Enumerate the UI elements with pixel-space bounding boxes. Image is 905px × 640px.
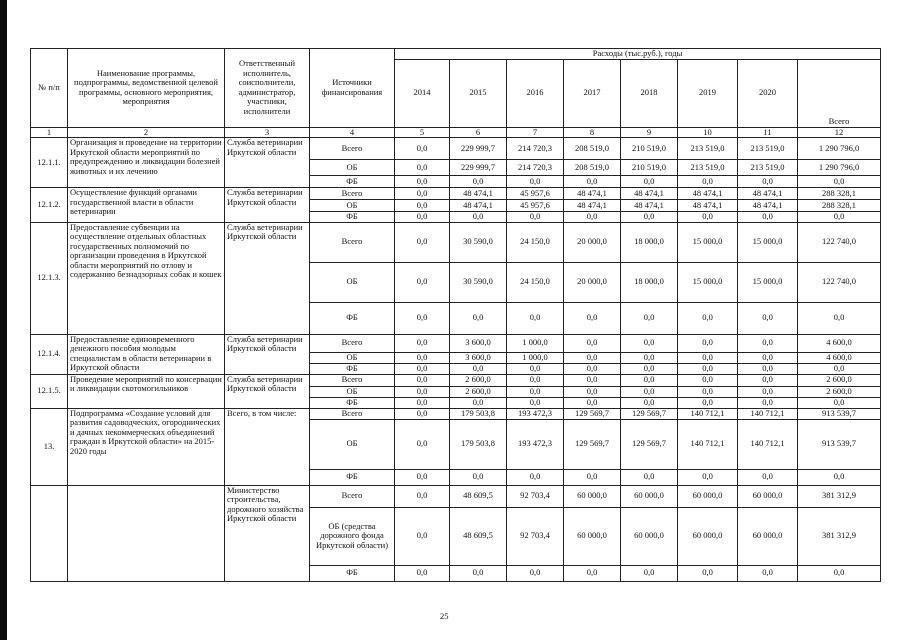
amount-cell: 60 000,0	[621, 507, 678, 565]
amount-cell: 0,0	[395, 176, 450, 188]
amount-cell: 0,0	[395, 485, 450, 507]
amount-cell: 140 712,1	[678, 408, 738, 419]
amount-cell: 0,0	[678, 334, 738, 352]
amount-cell: 122 740,0	[798, 222, 881, 262]
amount-cell: 48 474,1	[564, 200, 621, 212]
amount-cell: 15 000,0	[738, 222, 798, 262]
amount-cell: 48 474,1	[450, 188, 507, 200]
amount-cell: 0,0	[395, 200, 450, 212]
amount-cell: 0,0	[564, 302, 621, 334]
amount-cell: 0,0	[738, 302, 798, 334]
amount-cell: 15 000,0	[678, 222, 738, 262]
amount-cell: 214 720,3	[507, 160, 564, 176]
amount-cell: 0,0	[395, 212, 450, 223]
amount-cell: 48 474,1	[738, 188, 798, 200]
executor: Служба ветеринарии Иркутской области	[225, 222, 310, 334]
amount-cell: 0,0	[395, 262, 450, 302]
column-number: 11	[738, 127, 798, 138]
amount-cell: 3 600,0	[450, 334, 507, 352]
amount-cell: 0,0	[798, 363, 881, 374]
funding-source: Всего	[310, 334, 395, 352]
amount-cell: 0,0	[798, 302, 881, 334]
amount-cell: 0,0	[738, 176, 798, 188]
column-number: 12	[798, 127, 881, 138]
amount-cell: 2 600,0	[798, 386, 881, 397]
budget-table	[30, 48, 881, 582]
amount-cell: 0,0	[738, 363, 798, 374]
column-number: 8	[564, 127, 621, 138]
amount-cell: 0,0	[450, 469, 507, 485]
amount-cell: 48 474,1	[564, 188, 621, 200]
funding-source: ФБ	[310, 397, 395, 408]
column-number: 1	[31, 127, 68, 138]
amount-cell: 1 000,0	[507, 334, 564, 352]
amount-cell: 210 519,0	[621, 160, 678, 176]
amount-cell: 1 290 796,0	[798, 160, 881, 176]
amount-cell: 0,0	[564, 386, 621, 397]
amount-cell: 2 600,0	[450, 386, 507, 397]
amount-cell: 208 519,0	[564, 160, 621, 176]
header-year: 2019	[678, 59, 738, 127]
amount-cell: 0,0	[564, 363, 621, 374]
amount-cell: 0,0	[621, 302, 678, 334]
amount-cell: 45 957,6	[507, 200, 564, 212]
amount-cell: 0,0	[450, 176, 507, 188]
amount-cell: 0,0	[450, 363, 507, 374]
funding-source: ФБ	[310, 363, 395, 374]
amount-cell: 193 472,3	[507, 408, 564, 419]
amount-cell: 0,0	[738, 334, 798, 352]
column-number: 6	[450, 127, 507, 138]
funding-source: ФБ	[310, 302, 395, 334]
amount-cell: 0,0	[621, 374, 678, 386]
amount-cell: 0,0	[564, 334, 621, 352]
amount-cell: 45 957,6	[507, 188, 564, 200]
funding-source: ФБ	[310, 565, 395, 581]
amount-cell: 0,0	[564, 374, 621, 386]
amount-cell: 0,0	[450, 212, 507, 223]
funding-source: Всего	[310, 138, 395, 160]
amount-cell: 0,0	[564, 352, 621, 363]
column-number: 10	[678, 127, 738, 138]
amount-cell: 0,0	[395, 469, 450, 485]
amount-cell: 0,0	[507, 565, 564, 581]
amount-cell: 0,0	[450, 565, 507, 581]
measure-name: Осуществление функций органами государственной власти в области ветеринарии	[68, 188, 225, 223]
funding-source: ОБ	[310, 386, 395, 397]
table-row	[31, 188, 881, 200]
funding-source: ОБ (средства дорожного фонда Иркутской области)	[310, 507, 395, 565]
amount-cell: 0,0	[564, 176, 621, 188]
amount-cell: 213 519,0	[678, 160, 738, 176]
amount-cell: 0,0	[798, 469, 881, 485]
funding-source: ФБ	[310, 176, 395, 188]
amount-cell: 122 740,0	[798, 262, 881, 302]
funding-source: Всего	[310, 485, 395, 507]
amount-cell: 210 519,0	[621, 138, 678, 160]
amount-cell: 0,0	[621, 176, 678, 188]
amount-cell: 48 474,1	[621, 200, 678, 212]
executor: Служба ветеринарии Иркутской области	[225, 188, 310, 223]
measure-name: Организация и проведение на территории Иркутской области мероприятий по предупреждению и ликвидации болезней животных и их лечению	[68, 138, 225, 188]
amount-cell: 0,0	[678, 352, 738, 363]
amount-cell: 214 720,3	[507, 138, 564, 160]
executor: Всего, в том числе:	[225, 408, 310, 485]
amount-cell: 4 600,0	[798, 334, 881, 352]
amount-cell: 2 600,0	[798, 374, 881, 386]
amount-cell: 0,0	[395, 565, 450, 581]
header-year: 2020	[738, 59, 798, 127]
amount-cell: 60 000,0	[738, 485, 798, 507]
table-row	[31, 408, 881, 419]
header-year: 2015	[450, 59, 507, 127]
amount-cell: 15 000,0	[738, 262, 798, 302]
amount-cell: 0,0	[395, 397, 450, 408]
amount-cell: 0,0	[798, 176, 881, 188]
amount-cell: 60 000,0	[678, 485, 738, 507]
row-number: 13.	[31, 408, 68, 485]
amount-cell: 20 000,0	[564, 222, 621, 262]
amount-cell: 0,0	[395, 188, 450, 200]
funding-source: Всего	[310, 374, 395, 386]
amount-cell: 0,0	[738, 386, 798, 397]
funding-source: ОБ	[310, 419, 395, 469]
amount-cell: 1 000,0	[507, 352, 564, 363]
amount-cell: 1 290 796,0	[798, 138, 881, 160]
column-number: 4	[310, 127, 395, 138]
amount-cell: 381 312,9	[798, 485, 881, 507]
amount-cell: 0,0	[395, 374, 450, 386]
amount-cell: 48 474,1	[621, 188, 678, 200]
amount-cell: 0,0	[621, 397, 678, 408]
funding-source: ОБ	[310, 262, 395, 302]
amount-cell: 20 000,0	[564, 262, 621, 302]
amount-cell: 0,0	[395, 222, 450, 262]
amount-cell: 0,0	[395, 352, 450, 363]
column-number: 2	[68, 127, 225, 138]
funding-source: ОБ	[310, 160, 395, 176]
header-sources: Источники финансирования	[310, 49, 395, 128]
amount-cell: 0,0	[798, 565, 881, 581]
funding-source: Всего	[310, 222, 395, 262]
amount-cell: 0,0	[507, 212, 564, 223]
amount-cell: 288 328,1	[798, 188, 881, 200]
amount-cell: 0,0	[678, 469, 738, 485]
row-number: 12.1.5.	[31, 374, 68, 408]
amount-cell: 0,0	[507, 397, 564, 408]
table-row	[31, 485, 881, 507]
amount-cell: 0,0	[450, 397, 507, 408]
measure-name: Предоставление субвенции на осуществление отдельных областных государственных полномочий по организации проведения в Иркутской области мероприятий по отлову и содержанию безнадзорных собак и кошек	[68, 222, 225, 334]
column-number: 3	[225, 127, 310, 138]
amount-cell: 0,0	[798, 397, 881, 408]
amount-cell: 30 590,0	[450, 222, 507, 262]
amount-cell: 913 539,7	[798, 408, 881, 419]
amount-cell: 24 150,0	[507, 262, 564, 302]
amount-cell: 60 000,0	[738, 507, 798, 565]
amount-cell: 229 999,7	[450, 160, 507, 176]
row-number: 12.1.4.	[31, 334, 68, 374]
header-year: 2016	[507, 59, 564, 127]
row-number: 12.1.3.	[31, 222, 68, 334]
executor: Служба ветеринарии Иркутской области	[225, 138, 310, 188]
amount-cell: 92 703,4	[507, 485, 564, 507]
amount-cell: 2 600,0	[450, 374, 507, 386]
amount-cell: 4 600,0	[798, 352, 881, 363]
amount-cell: 140 712,1	[738, 408, 798, 419]
amount-cell: 48 474,1	[450, 200, 507, 212]
header-num: № п/п	[31, 49, 68, 128]
executor: Служба ветеринарии Иркутской области	[225, 374, 310, 408]
page-number: 25	[440, 611, 449, 621]
table-row	[31, 374, 881, 386]
measure-name	[68, 485, 225, 581]
amount-cell: 0,0	[678, 565, 738, 581]
amount-cell: 0,0	[507, 363, 564, 374]
executor: Служба ветеринарии Иркутской области	[225, 334, 310, 374]
amount-cell: 0,0	[621, 386, 678, 397]
amount-cell: 0,0	[738, 352, 798, 363]
amount-cell: 213 519,0	[678, 138, 738, 160]
amount-cell: 18 000,0	[621, 222, 678, 262]
amount-cell: 0,0	[678, 363, 738, 374]
amount-cell: 381 312,9	[798, 507, 881, 565]
column-number: 7	[507, 127, 564, 138]
header-year: 2018	[621, 59, 678, 127]
amount-cell: 0,0	[738, 397, 798, 408]
amount-cell: 179 503,8	[450, 408, 507, 419]
header-year: 2014	[395, 59, 450, 127]
measure-name: Предоставление единовременного денежного пособия молодым специалистам в области ветеринарии в Иркутской области	[68, 334, 225, 374]
funding-source: ФБ	[310, 212, 395, 223]
header-year: Всего	[798, 59, 881, 127]
amount-cell: 48 609,5	[450, 485, 507, 507]
amount-cell: 0,0	[564, 469, 621, 485]
amount-cell: 140 712,1	[678, 419, 738, 469]
funding-source: Всего	[310, 188, 395, 200]
amount-cell: 229 999,7	[450, 138, 507, 160]
header-name: Наименование программы, подпрограммы, ведомственной целевой программы, основного мероприятия, мероприятия	[68, 49, 225, 128]
amount-cell: 140 712,1	[738, 419, 798, 469]
measure-name: Проведение мероприятий по консервации и ликвидации скотомогильников	[68, 374, 225, 408]
amount-cell: 92 703,4	[507, 507, 564, 565]
amount-cell: 0,0	[738, 565, 798, 581]
amount-cell: 3 600,0	[450, 352, 507, 363]
amount-cell: 0,0	[621, 565, 678, 581]
executor: Министерство строительства, дорожного хозяйства Иркутской области	[225, 485, 310, 581]
amount-cell: 0,0	[738, 212, 798, 223]
amount-cell: 213 519,0	[738, 160, 798, 176]
header-year: 2017	[564, 59, 621, 127]
funding-source: ФБ	[310, 469, 395, 485]
amount-cell: 0,0	[798, 212, 881, 223]
table-row	[31, 138, 881, 160]
column-number: 5	[395, 127, 450, 138]
amount-cell: 0,0	[564, 212, 621, 223]
amount-cell: 0,0	[507, 176, 564, 188]
amount-cell: 0,0	[621, 363, 678, 374]
amount-cell: 0,0	[678, 212, 738, 223]
amount-cell: 213 519,0	[738, 138, 798, 160]
row-number: 12.1.2.	[31, 188, 68, 223]
amount-cell: 0,0	[395, 334, 450, 352]
amount-cell: 0,0	[507, 302, 564, 334]
amount-cell: 0,0	[395, 160, 450, 176]
amount-cell: 0,0	[395, 408, 450, 419]
amount-cell: 0,0	[678, 302, 738, 334]
amount-cell: 0,0	[395, 138, 450, 160]
amount-cell: 0,0	[678, 386, 738, 397]
funding-source: ОБ	[310, 352, 395, 363]
amount-cell: 129 569,7	[564, 408, 621, 419]
table-row	[31, 334, 881, 352]
column-number: 9	[621, 127, 678, 138]
amount-cell: 0,0	[678, 176, 738, 188]
amount-cell: 60 000,0	[564, 507, 621, 565]
funding-source: ОБ	[310, 200, 395, 212]
amount-cell: 913 539,7	[798, 419, 881, 469]
header-expenses: Расходы (тыс.руб.), годы	[395, 49, 881, 60]
amount-cell: 48 474,1	[738, 200, 798, 212]
amount-cell: 48 474,1	[678, 200, 738, 212]
amount-cell: 60 000,0	[564, 485, 621, 507]
amount-cell: 0,0	[621, 334, 678, 352]
row-number	[31, 485, 68, 581]
amount-cell: 0,0	[507, 469, 564, 485]
amount-cell: 30 590,0	[450, 262, 507, 302]
amount-cell: 0,0	[738, 469, 798, 485]
amount-cell: 0,0	[678, 374, 738, 386]
funding-source: Всего	[310, 408, 395, 419]
amount-cell: 0,0	[450, 302, 507, 334]
amount-cell: 0,0	[395, 419, 450, 469]
amount-cell: 18 000,0	[621, 262, 678, 302]
amount-cell: 129 569,7	[564, 419, 621, 469]
amount-cell: 208 519,0	[564, 138, 621, 160]
amount-cell: 0,0	[395, 363, 450, 374]
amount-cell: 0,0	[395, 302, 450, 334]
amount-cell: 0,0	[507, 374, 564, 386]
scan-edge	[0, 0, 7, 640]
amount-cell: 179 503,8	[450, 419, 507, 469]
amount-cell: 15 000,0	[678, 262, 738, 302]
amount-cell: 0,0	[507, 386, 564, 397]
amount-cell: 0,0	[395, 507, 450, 565]
amount-cell: 0,0	[621, 212, 678, 223]
amount-cell: 0,0	[564, 565, 621, 581]
amount-cell: 60 000,0	[678, 507, 738, 565]
amount-cell: 0,0	[621, 469, 678, 485]
header-executor: Ответственный исполнитель, соисполнители, администратор, участники, исполнители	[225, 49, 310, 128]
amount-cell: 0,0	[395, 386, 450, 397]
amount-cell: 0,0	[564, 397, 621, 408]
amount-cell: 0,0	[678, 397, 738, 408]
table-row	[31, 222, 881, 262]
amount-cell: 129 569,7	[621, 419, 678, 469]
amount-cell: 0,0	[621, 352, 678, 363]
amount-cell: 288 328,1	[798, 200, 881, 212]
amount-cell: 129 569,7	[621, 408, 678, 419]
amount-cell: 48 609,5	[450, 507, 507, 565]
amount-cell: 48 474,1	[678, 188, 738, 200]
amount-cell: 193 472,3	[507, 419, 564, 469]
amount-cell: 60 000,0	[621, 485, 678, 507]
amount-cell: 0,0	[738, 374, 798, 386]
row-number: 12.1.1.	[31, 138, 68, 188]
amount-cell: 24 150,0	[507, 222, 564, 262]
measure-name: Подпрограмма «Создание условий для развития садоводческих, огороднических и дачных некоммерческих объединений граждан в Иркутской области» на 2015-2020 годы	[68, 408, 225, 485]
